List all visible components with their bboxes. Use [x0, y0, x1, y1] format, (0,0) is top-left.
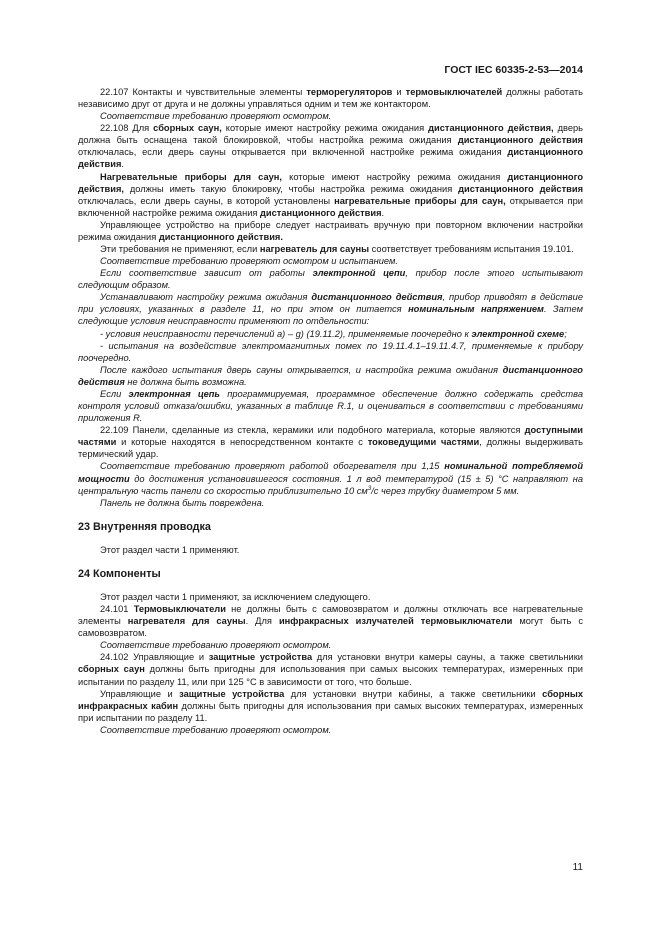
- text-run: отключалась, если дверь сауны открывается при включенной настройке режима ожидания: [78, 147, 508, 158]
- text-run: открывается при включенной настройке режима ожидания: [78, 195, 583, 218]
- text-run: 23 Внутренняя проводка: [78, 520, 211, 533]
- section-heading: [78, 521, 583, 533]
- bold-term: Нагревательные приборы для саун,: [100, 171, 283, 182]
- text-run: и которые находятся в непосредственном контакте с: [116, 437, 368, 448]
- bold-term: дистанционного действия: [78, 364, 583, 387]
- text-run: соответствует требованиям испытания 19.101.: [369, 244, 574, 255]
- bold-term: Термовыключатели: [133, 604, 226, 615]
- bold-term: электронная цепь: [128, 388, 220, 399]
- standard-code: ГОСТ IEC 60335-2-53—2014: [444, 64, 583, 76]
- text-run: , должны выдерживать термический удар.: [78, 437, 583, 460]
- text-run: .: [381, 207, 385, 218]
- paragraph: [78, 110, 583, 122]
- text-run: должны быть пригодны для использования при самых высоких температурах, измеренных при испытании по разделу 11, или при 125 °С в зависимости от того, что больше.: [78, 664, 584, 687]
- text-run: Управляющее устройство на приборе следует настраивать вручную при повторном включении настройки режима ожидания: [78, 219, 583, 242]
- text-run: Соответствие требованию проверяют работой обогревателя при 1,15: [100, 461, 445, 472]
- text-run: - условия неисправности перечислений a) – g) (19.11.2), применяемые поочередно к: [100, 328, 472, 339]
- paragraph: [78, 340, 583, 364]
- text-run: 22.109 Панели, сделанные из стекла, керамики или подобного материала, которые являются: [100, 425, 525, 436]
- paragraph: [78, 639, 583, 651]
- document-body: [78, 86, 583, 736]
- text-run: отключалась, если дверь сауны, в которой установлены: [78, 195, 335, 206]
- superscript: 3: [367, 485, 372, 492]
- bold-term: дистанционного действия: [260, 207, 382, 218]
- text-run: до достижения установившегося состояния. 1 л вод температурой (15 ± 5) °С направляют на центральную часть панели со скоростью приблизительно 10 см: [78, 473, 583, 496]
- paragraph: [78, 328, 583, 340]
- text-run: могут быть с самовозвратом.: [78, 616, 583, 639]
- text-run: 22.107 Контакты и чувствительные элементы: [100, 87, 307, 97]
- bold-term: нагреватель для сауны: [259, 244, 370, 255]
- paragraph: [78, 267, 583, 291]
- paragraph: [78, 388, 583, 424]
- bold-term: номинальным напряжением: [408, 304, 544, 315]
- text-run: Соответствие требованию проверяют осмотром.: [100, 640, 332, 651]
- text-run: Соответствие требованию проверяют осмотром и испытанием.: [100, 256, 398, 267]
- bold-term: токоведущими частями: [367, 437, 480, 448]
- text-run: должны работать независимо друг от друга и не должны управляться одним и тем же контактором.: [78, 87, 584, 110]
- bold-term: инфракрасных излучателей термовыключатели: [278, 616, 513, 627]
- text-run: ;: [564, 328, 567, 339]
- page-number: 11: [572, 862, 583, 873]
- bold-term: дистанционного действия: [311, 292, 443, 303]
- bold-term: дистанционного действия: [457, 135, 583, 146]
- bold-term: нагревателя для сауны: [127, 616, 246, 627]
- paragraph: [78, 603, 583, 639]
- bold-term: номинальной потребляемой мощности: [78, 461, 583, 484]
- text-run: Управляющие и: [100, 688, 180, 699]
- text-run: После каждого испытания дверь сауны открывается, и настройка режима ожидания: [100, 364, 503, 375]
- text-run: программируемая, программное обеспечение должно содержать средства контроля условий отказа/ошибки, указанных в таблице R.1, и оцениваться в соответствии с требованиями приложения R.: [78, 388, 583, 424]
- text-run: не должны быть с самовозвратом и должны отключать все нагревательные элементы: [78, 604, 583, 627]
- text-run: Эти требования не применяют, если: [100, 244, 260, 255]
- text-run: дверь должна быть оснащена такой блокировкой, чтобы настройка режима ожидания: [78, 123, 584, 146]
- paragraph: [78, 424, 583, 460]
- text-run: Панель не должна быть повреждена.: [100, 497, 265, 508]
- bold-term: сборных инфракрасных кабин: [78, 688, 584, 711]
- text-run: 24.102 Управляющие и: [100, 652, 209, 663]
- paragraph: [78, 724, 583, 736]
- paragraph: [78, 364, 583, 388]
- bold-term: дистанционного действия,: [78, 171, 583, 194]
- text-run: .: [121, 159, 124, 170]
- bold-term: электронной цепи: [312, 268, 406, 279]
- bold-term: защитные устройства: [208, 652, 313, 663]
- bold-term: защитные устройства: [179, 688, 285, 699]
- text-run: должны быть пригодны для использования при самых высоких температурах, измеренных при испытании по разделу 11.: [78, 700, 583, 723]
- text-run: , прибор после этого испытывают следующим образом.: [78, 268, 583, 291]
- bold-term: дистанционного действия,: [428, 123, 554, 134]
- text-run: Если соответствие зависит от работы: [100, 268, 313, 279]
- text-run: и: [392, 87, 406, 97]
- paragraph: [78, 122, 583, 170]
- paragraph: [78, 171, 583, 219]
- bold-term: сборных саун: [78, 664, 145, 675]
- paragraph: [78, 460, 583, 496]
- paragraph: [78, 219, 583, 243]
- text-run: . Для: [245, 616, 279, 627]
- paragraph: [78, 291, 583, 327]
- bold-term: терморегуляторов: [306, 87, 393, 97]
- bold-term: сборных саун,: [153, 123, 222, 134]
- text-run: Этот раздел части 1 применяют, за исключением следующего.: [100, 591, 371, 602]
- text-run: которые имеют настройку режима ожидания: [282, 171, 508, 182]
- bold-term: дистанционного действия: [458, 183, 583, 194]
- text-run: Соответствие требованию проверяют осмотром.: [100, 111, 332, 122]
- text-run: Если: [100, 388, 129, 399]
- bold-term: термовыключателей: [405, 87, 503, 97]
- section-heading: [78, 568, 583, 580]
- bold-term: нагревательные приборы для саун,: [334, 195, 506, 206]
- paragraph: [78, 651, 583, 687]
- bold-term: доступными частями: [78, 425, 583, 448]
- text-run: . Затем следующие условия неисправности применяют по отдельности:: [78, 304, 583, 327]
- paragraph: [78, 544, 583, 556]
- text-run: Этот раздел части 1 применяют.: [100, 544, 240, 555]
- text-run: для установки внутри кабины, а также светильники: [284, 688, 543, 699]
- text-run: которые имеют настройку режима ожидания: [221, 123, 429, 134]
- paragraph: [78, 243, 583, 255]
- text-run: для установки внутри камеры сауны, а также светильники: [312, 652, 583, 663]
- text-run: - испытания на воздействие электромагнитных помех по 19.11.4.1–19.11.4.7, применяемые к прибору поочередно.: [78, 340, 583, 363]
- bold-term: дистанционного действия: [78, 147, 583, 170]
- text-run: /с через трубку диаметром 5 мм.: [371, 485, 520, 496]
- paragraph: [78, 688, 583, 724]
- text-run: не должна быть возможна.: [124, 376, 247, 387]
- bold-term: электронной схеме: [471, 328, 565, 339]
- text-run: Устанавливают настройку режима ожидания: [100, 292, 312, 303]
- paragraph: [78, 591, 583, 603]
- text-run: 22.108 Для: [100, 123, 154, 134]
- paragraph: [78, 86, 583, 110]
- text-run: , прибор приводят в действие при условиях, указанных в разделе 11, но при этом он питается: [78, 292, 583, 315]
- paragraph: [78, 497, 583, 509]
- text-run: 24.101: [100, 604, 134, 615]
- bold-term: дистанционного действия.: [158, 231, 283, 242]
- text-run: 24 Компоненты: [78, 567, 161, 580]
- paragraph: [78, 255, 583, 267]
- text-run: Соответствие требованию проверяют осмотром.: [100, 724, 332, 735]
- text-run: должны иметь такую блокировку, чтобы настройка режима ожидания: [123, 183, 459, 194]
